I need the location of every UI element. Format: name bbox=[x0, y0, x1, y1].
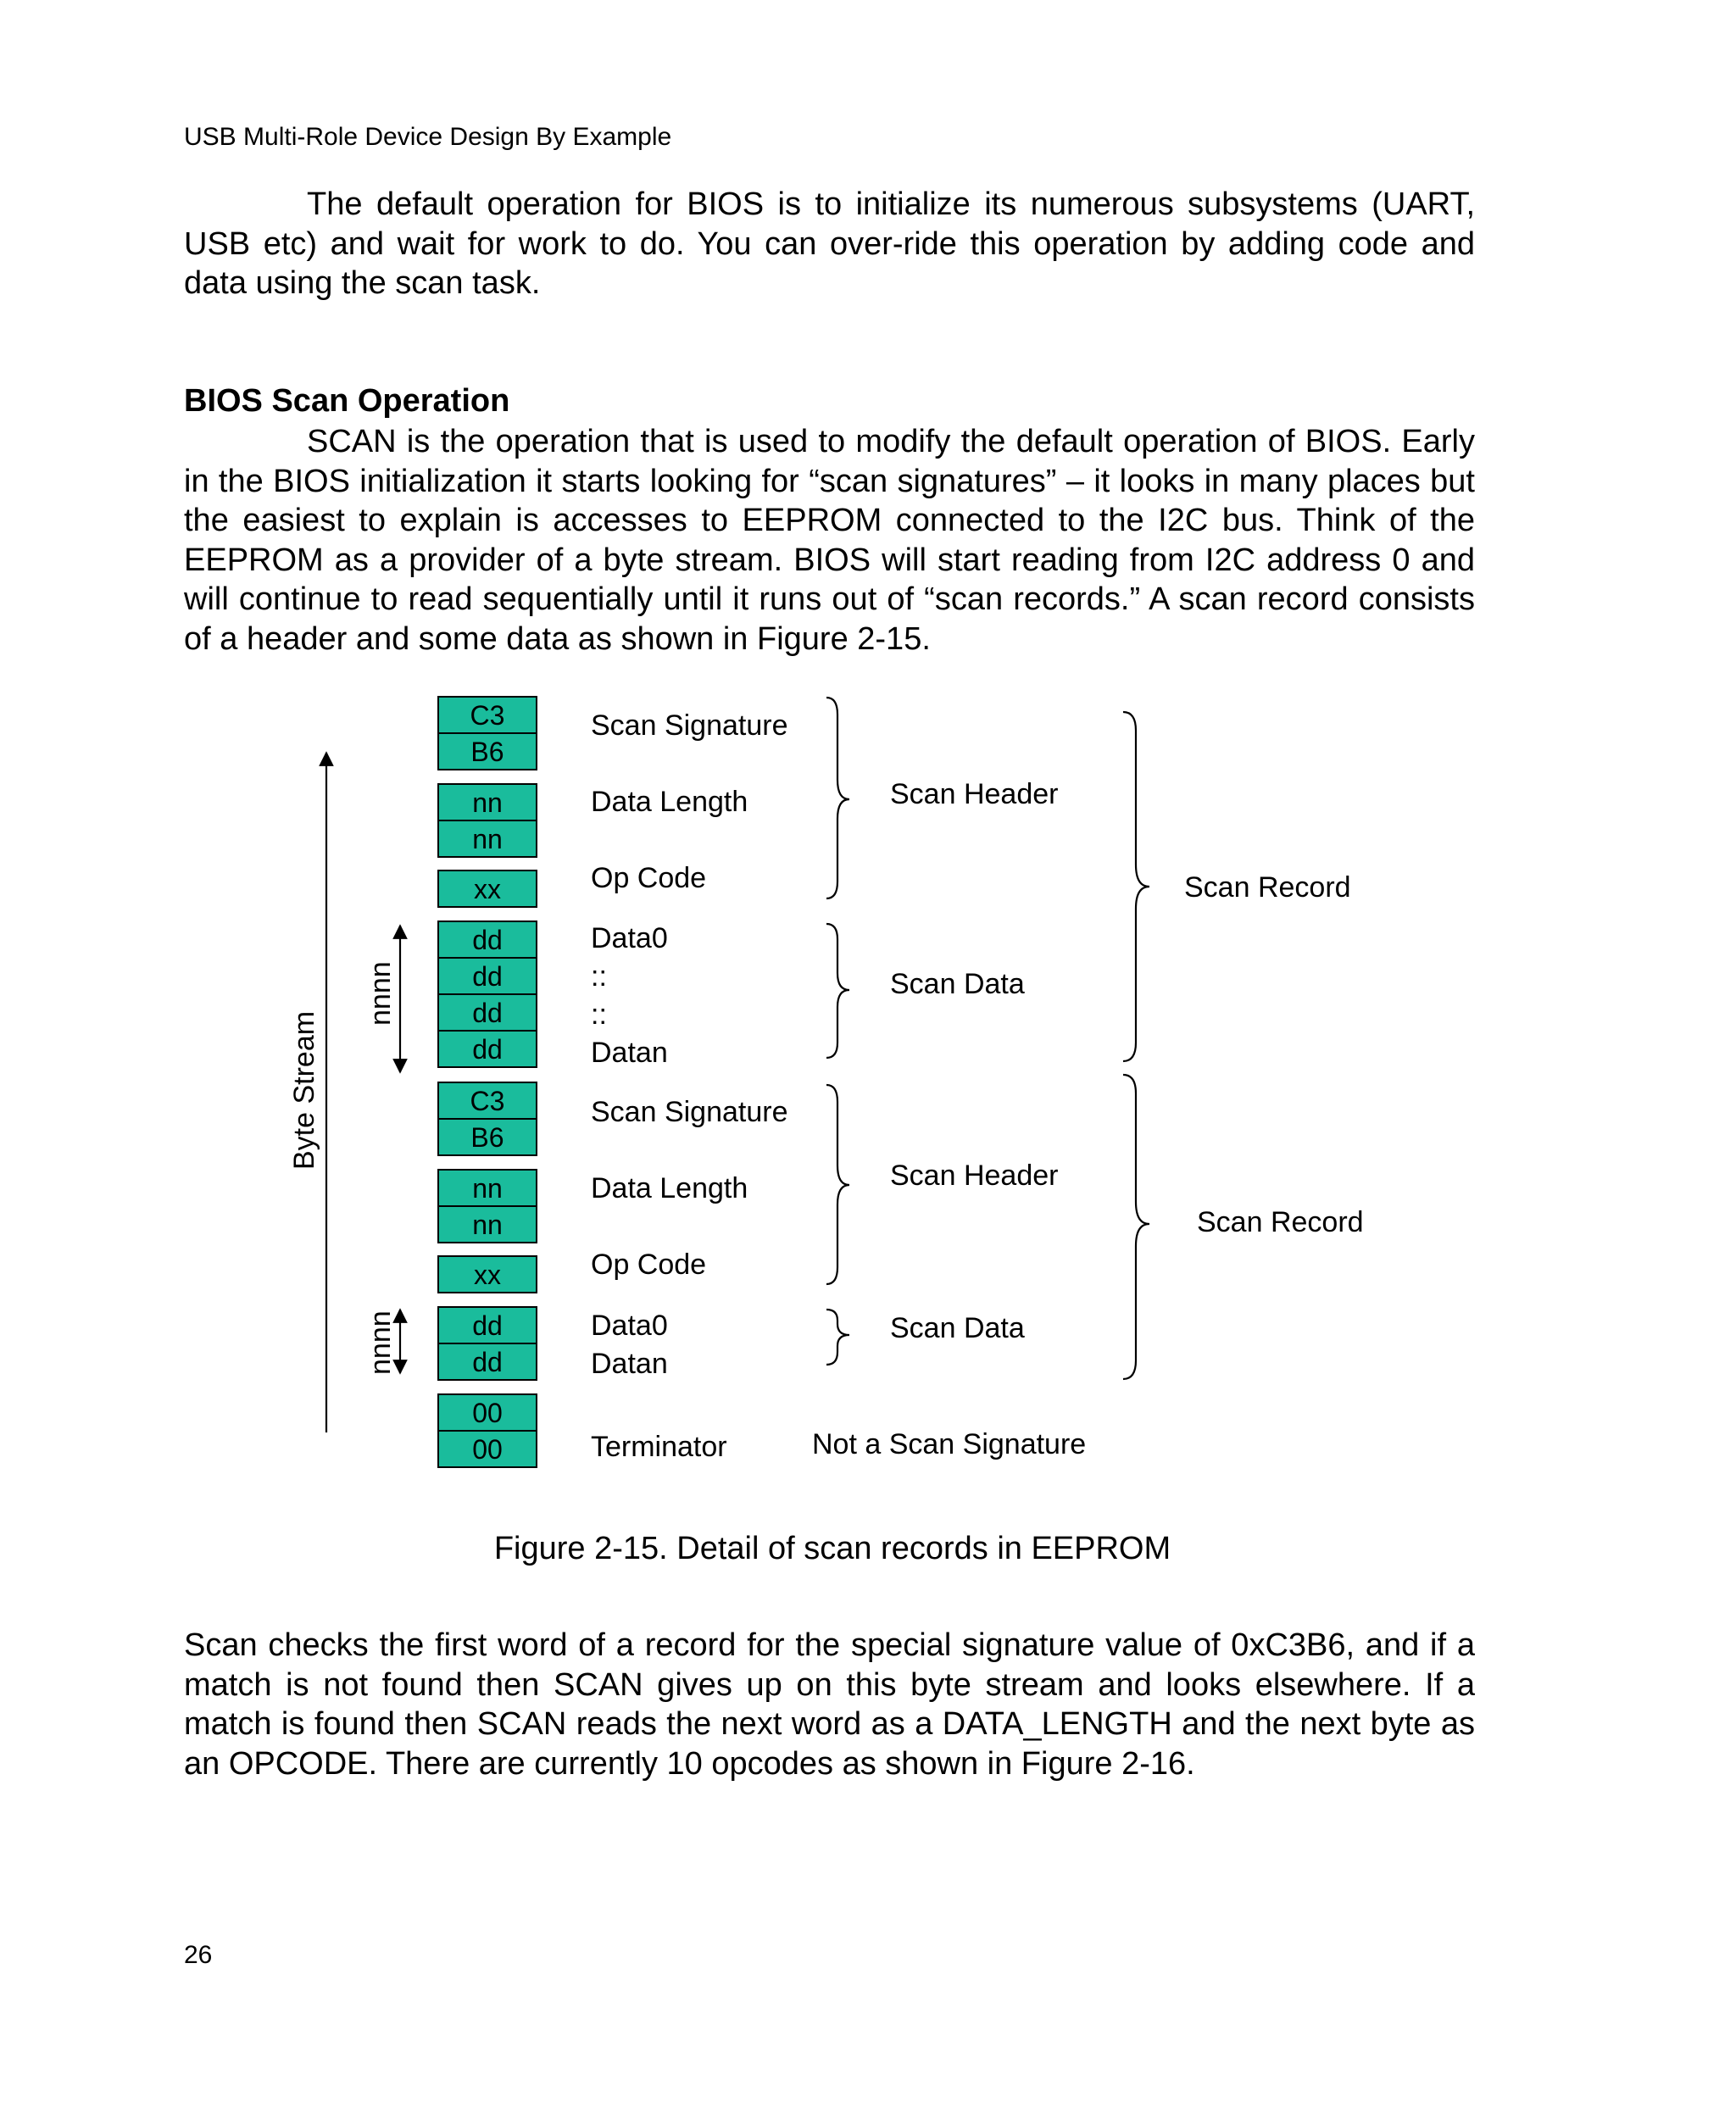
field-label: Data Length bbox=[591, 786, 748, 818]
field-label: Datan bbox=[591, 1348, 668, 1380]
scan-record-brace-1 bbox=[1123, 712, 1149, 1061]
byte-cell bbox=[438, 994, 537, 1031]
svg-text:dd: dd bbox=[472, 998, 503, 1028]
field-label: Scan Signature bbox=[591, 709, 788, 742]
scan-check-paragraph: Scan checks the first word of a record for the special signature value of 0xC3B6, and if a match is not found then SCAN gives up on this byte stream and looks elsewhere. If a match is found then SCAN reads the next word as a DATA_LENGTH and the next byte as an OPCODE. There are currently 10 opcodes as shown in Figure 2-16. bbox=[184, 1627, 1475, 1782]
svg-text:00: 00 bbox=[472, 1398, 503, 1428]
svg-text:nn: nn bbox=[472, 1173, 503, 1204]
field-label: Terminator bbox=[591, 1431, 727, 1463]
group-label: Scan Data bbox=[890, 968, 1025, 1000]
svg-text:dd: dd bbox=[472, 961, 503, 992]
group-label: Scan Record bbox=[1197, 1206, 1364, 1238]
byte-cell bbox=[438, 697, 537, 733]
byte-cell bbox=[438, 1343, 537, 1380]
group-label: Not a Scan Signature bbox=[812, 1428, 1087, 1460]
byte-stream-label: Byte Stream bbox=[288, 1010, 320, 1170]
svg-text:C3: C3 bbox=[470, 1086, 505, 1116]
data-length-label-2: nnnn bbox=[364, 1310, 397, 1375]
figure-caption: Figure 2-15. Detail of scan records in EEPROM bbox=[493, 1531, 1171, 1566]
byte-cell bbox=[438, 820, 537, 857]
field-label: Data0 bbox=[591, 1310, 668, 1342]
scan-header-brace-1 bbox=[826, 698, 849, 898]
intro-paragraph: The default operation for BIOS is to initialize its numerous subsystems (UART, USB etc) and wait for work to do. You can over-ride this operation by adding code and data using the scan task. bbox=[184, 186, 1475, 301]
group-label: Scan Header bbox=[890, 1160, 1059, 1192]
field-label: Data0 bbox=[591, 922, 668, 954]
byte-cell bbox=[438, 733, 537, 770]
field-label: Op Code bbox=[591, 862, 707, 894]
running-head: USB Multi-Role Device Design By Example bbox=[184, 123, 672, 151]
svg-text:nn: nn bbox=[472, 787, 503, 818]
byte-cell bbox=[438, 784, 537, 820]
byte-cell bbox=[438, 1206, 537, 1243]
svg-text:nn: nn bbox=[472, 1210, 503, 1240]
svg-text:dd: dd bbox=[472, 1034, 503, 1065]
byte-cell bbox=[438, 1256, 537, 1293]
byte-cells bbox=[438, 697, 537, 1467]
svg-text:xx: xx bbox=[474, 874, 501, 904]
svg-text:B6: B6 bbox=[470, 737, 504, 767]
byte-cell bbox=[438, 1431, 537, 1467]
group-label: Scan Data bbox=[890, 1312, 1025, 1344]
byte-cell bbox=[438, 870, 537, 907]
scan-data-brace-1 bbox=[826, 924, 849, 1058]
byte-cell bbox=[438, 921, 537, 958]
field-label: Op Code bbox=[591, 1249, 707, 1281]
field-label: Scan Signature bbox=[591, 1096, 788, 1128]
byte-cell bbox=[438, 1031, 537, 1067]
field-label: :: bbox=[591, 998, 607, 1031]
svg-text:dd: dd bbox=[472, 925, 503, 955]
field-label: Datan bbox=[591, 1037, 668, 1069]
scan-data-brace-2 bbox=[826, 1310, 849, 1365]
svg-text:C3: C3 bbox=[470, 700, 505, 731]
group-label: Scan Header bbox=[890, 778, 1059, 810]
svg-text:xx: xx bbox=[474, 1260, 501, 1290]
svg-text:00: 00 bbox=[472, 1434, 503, 1465]
field-label: Data Length bbox=[591, 1172, 748, 1204]
scan-paragraph: SCAN is the operation that is used to modify the default operation of BIOS. Early in the BIOS initialization it starts looking for “scan signatures” – it looks in many places but the easiest to explain is accesses to EEPROM connected to the I2C bus. Think of the EEPROM as a provider of a byte stream. BIOS will start reading from I2C address 0 and will continue to read sequentially until it runs out of “scan records.” A scan record consists of a header and some data as shown in Figure 2-15. bbox=[184, 424, 1475, 657]
field-label: :: bbox=[591, 960, 607, 993]
scan-header-brace-2 bbox=[826, 1085, 849, 1284]
svg-text:dd: dd bbox=[472, 1310, 503, 1341]
group-label: Scan Record bbox=[1184, 871, 1351, 904]
byte-cell bbox=[438, 1307, 537, 1343]
data-length-label-1: nnnn bbox=[364, 961, 397, 1026]
byte-cell bbox=[438, 1394, 537, 1431]
byte-cell bbox=[438, 1170, 537, 1206]
byte-cell bbox=[438, 958, 537, 994]
section-heading: BIOS Scan Operation bbox=[184, 383, 510, 419]
page-number: 26 bbox=[184, 1941, 213, 1969]
svg-text:dd: dd bbox=[472, 1347, 503, 1377]
byte-cell bbox=[438, 1082, 537, 1119]
svg-text:nn: nn bbox=[472, 824, 503, 854]
byte-cell bbox=[438, 1119, 537, 1155]
scan-record-brace-2 bbox=[1123, 1075, 1149, 1379]
svg-text:B6: B6 bbox=[470, 1122, 504, 1153]
